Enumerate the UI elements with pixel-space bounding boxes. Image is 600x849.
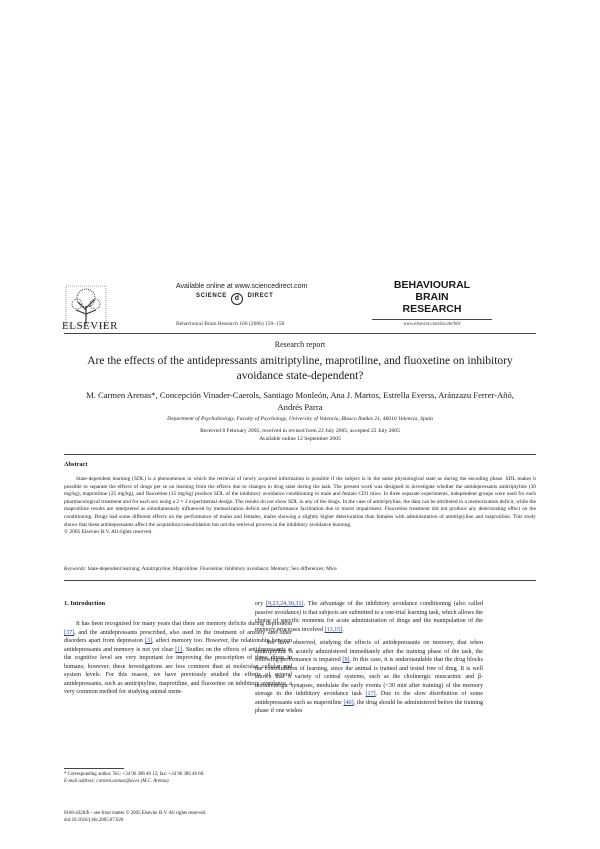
citation-link[interactable]: [3] xyxy=(144,638,153,644)
footnote-rule xyxy=(64,768,124,769)
corresponding-author-footnote xyxy=(64,772,292,786)
issn-text: 0166-4328/$ – see front matter © 2005 Elsevier B.V. All rights reserved. xyxy=(64,811,207,816)
author-list: M. Carmen Arenas*, Concepción Vinader-Caerols, Santiago Monleón, Ana J. Martos, Estrella Everss, Aránzazu Ferrer-Añó, Andrés Parra xyxy=(86,390,514,412)
header-divider xyxy=(64,333,536,334)
keywords-list: State-dependent learning; Amitriptyline; Maprotiline; Fluoxetine; Inhibitory avoidance; Memory; Sex differences; Mice xyxy=(87,566,337,572)
citation-link[interactable]: [1] xyxy=(175,646,183,653)
issn-doi xyxy=(64,811,292,825)
section-heading-introduction: 1. Introduction xyxy=(64,600,106,607)
abstract-heading: Abstract xyxy=(64,461,88,468)
journal-title-line: BEHAVIOURAL xyxy=(393,279,471,291)
corresponding-author: * Corresponding author. Tel.: +34 96 386 46 12; fax: +34 96 386 46 68. xyxy=(64,772,205,777)
article-dates xyxy=(64,428,536,443)
body-column-right xyxy=(255,600,483,716)
keywords-label: Keywords: xyxy=(64,566,87,572)
sciencedirect-mark-icon: d xyxy=(231,293,243,305)
keywords xyxy=(64,566,536,572)
citation-link[interactable]: [40] xyxy=(343,699,354,706)
citation-link[interactable]: [9,23,24,30,31] xyxy=(265,601,304,607)
available-online-date: Available online 12 September 2005 xyxy=(259,435,341,442)
abstract-body xyxy=(64,476,536,537)
journal-title-line: RESEARCH xyxy=(402,303,462,315)
abstract-text: State-dependent learning (SDL) is a phenomenon in which the retrieval of newly acquired information is possible if the subject is in the same physiological state as during the encoding phase. SDL makes it possible to separate the effects of drugs per se on learning from the effects due to changes in drug state during the task. The present work was designed to investigate whether the antidepressants amitriptyline (30 mg/kg), maprotiline (25 mg/kg), and fluoxetine (15 mg/kg) produce SDL of the inhibitory avoidance conditioning in male and female CD1 mice. In three separate experiments, independent groups were used for each pharmacological treatment and for each sex using a 2 × 2 experimental design. The results do not show SDL in any of the drugs. In the case of amitriptyline, the data can be attributed to a memorization deficit, while the maprotiline results are interpreted as simultaneously influenced by memorization deficit and performance facilitation due to motor impairment. Fluoxetine treatment did not produce any deteriorating effect on the conditioning. Drugs had some different effects on the performance of males and females, males showing a slightly higher deterioration than females with administration of amitriptyline and maprotiline. This study shows that these antidepressants affect the acquisition/consolidation but not the retrieval process in the inhibitory avoidance learning. xyxy=(64,476,536,528)
sciencedirect-logo: SCIENCE d DIRECT xyxy=(196,293,273,305)
abstract-copyright: © 2005 Elsevier B.V. All rights reserved. xyxy=(64,529,153,536)
journal-reference: Behavioural Brain Research 166 (2006) 150–158 xyxy=(176,321,285,327)
doi-text[interactable]: doi:10.1016/j.bbr.2005.07.020 xyxy=(64,817,124,823)
journal-url[interactable]: www.elsevier.com/locate/bbr xyxy=(372,319,492,327)
abstract-top-divider xyxy=(64,454,536,455)
available-online-text[interactable]: Available online at www.sciencedirect.com xyxy=(176,283,308,290)
received-dates: Received 8 February 2005; received in revised form 22 July 2005; accepted 22 July 2005 xyxy=(200,428,400,434)
article-type: Research report xyxy=(274,340,326,349)
abstract-bottom-divider xyxy=(64,580,536,581)
citation-link[interactable]: [17] xyxy=(365,691,376,697)
paragraph: It has been recognised for many years that there are memory deficits during depression [37], and the antidepressants prescribed, also used in the treatment of anxiety and other disorders apart from depression [3], affect memory too. However, the relationship between antidepressants and memory is not yet clear [1]. Studies on the effects of antidepressants at the cognitive level are very important for improving the prescription of these drugs in humans; however, these investigations are less common than at molecular, cellular and system levels. For this reason, we have previously studied the effects of several antidepressants, such as amitriptyline, maprotiline, and fluoxetine on inhibitory avoidance, a very common method for studying animal mem- xyxy=(64,621,292,695)
citation-link[interactable]: [37] xyxy=(64,629,75,636)
citation-link[interactable]: [13,15] xyxy=(324,626,343,633)
author-email[interactable]: E-mail address: carmen.arenas@uv.es (M.C. Arenas). xyxy=(64,778,170,784)
article-title: Are the effects of the antidepressants amitriptyline, maprotiline, and fluoxetine on inhibitory avoidance state-dependent? xyxy=(87,355,513,382)
publisher-logo-text: ELSEVIER xyxy=(62,320,118,332)
affiliation: Department of Psychobiology, Faculty of Psychology, University of Valencia, Blasco Ibañez 21, 46010 Valencia, Spain xyxy=(167,416,433,422)
paragraph: ory [9,23,24,30,31]. The advantage of the inhibitory avoidance conditioning (also called passive avoidance) is that subjects are submitted to a one-trial learning task, which allows the choice of specific moments for acute administration of drugs and the manipulation of the memory processes involved [13,15]. xyxy=(255,601,483,633)
journal-title-line: BRAIN xyxy=(415,291,449,303)
paragraph: We have observed, studying the effects of antidepressants on memory, that when amitriptyline is acutely administered immediately after the training phase of the task, the following performance is impaired [9]. In this case, it is understandable that the drug blocks the consolidation of learning, since the animal is trained and tested free of drug. It is well known that a variety of central systems, such as the cholinergic muscarinic and β-noradrenergic synapses, modulate the early events (<30 min after training) of the memory storage in the inhibitory avoidance task [17]. Due to the slow distribution of some antidepressants such as maprotiline [40], the drug should be administered before the training phase if one wishes xyxy=(255,640,483,714)
journal-title-logo xyxy=(382,279,482,315)
citation-link[interactable]: [9] xyxy=(342,657,350,663)
